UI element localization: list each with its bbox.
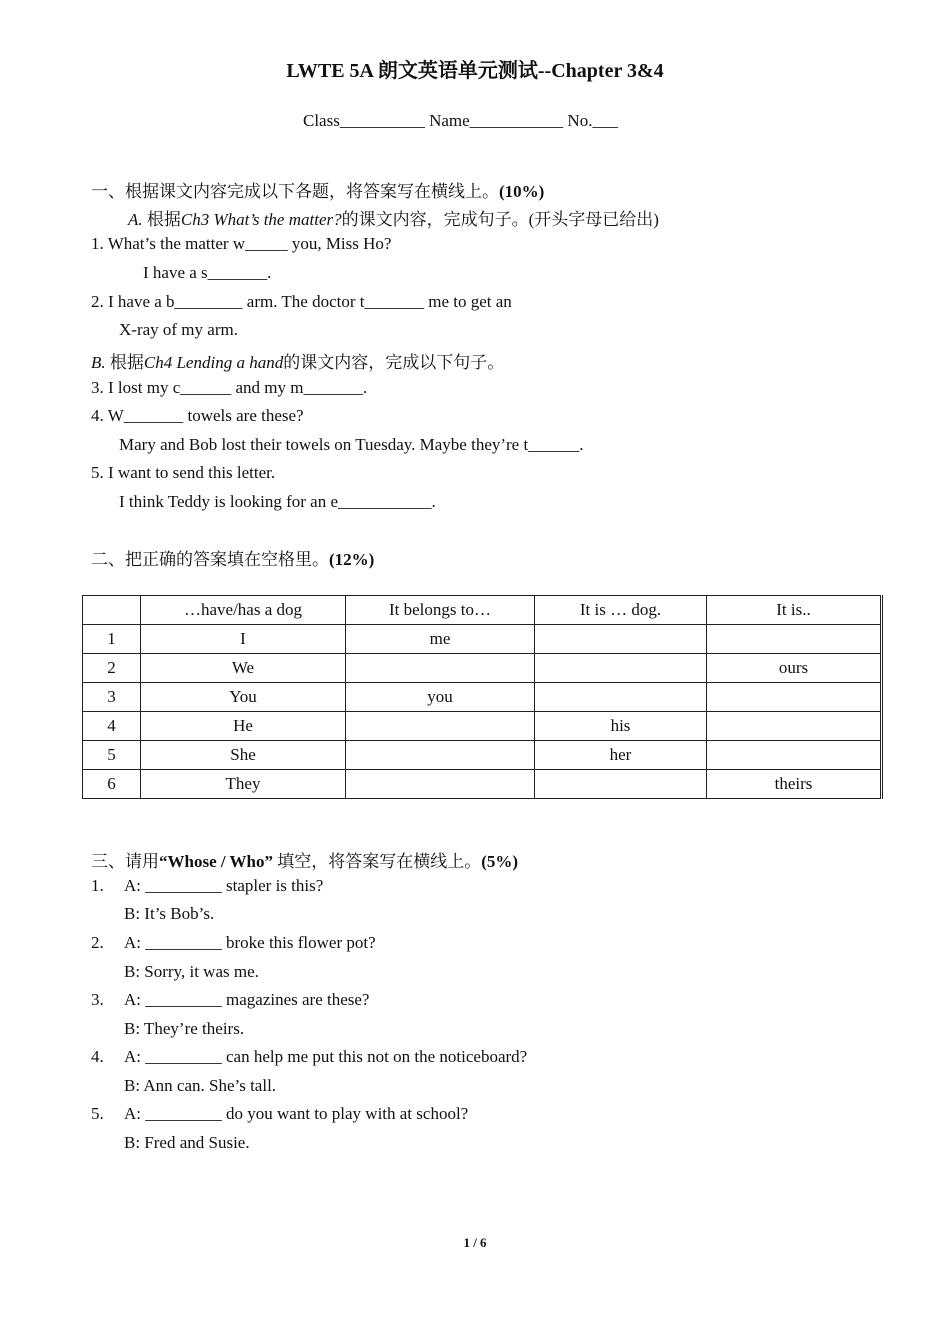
section1-partB-instruction: [91, 348, 504, 373]
column-header: …have/has a dog: [141, 596, 346, 625]
partA-post: 的课文内容，完成句子。(开头字母已给出): [341, 210, 659, 229]
table-cell: [535, 654, 707, 683]
section1-partA-instruction: [128, 205, 659, 230]
question-2b: X-ray of my arm.: [119, 320, 238, 339]
item-question: A: _________ magazines are these?: [124, 990, 370, 1009]
item-answer: B: Ann can. She’s tall.: [124, 1076, 277, 1095]
table-cell: [346, 654, 535, 683]
column-header: It is … dog.: [535, 596, 707, 625]
pronoun-table: [82, 595, 883, 799]
table-cell: [346, 741, 535, 770]
partA-prefix: A.: [128, 210, 143, 229]
table-cell: He: [141, 712, 346, 741]
item-question: A: _________ do you want to play with at school?: [124, 1104, 469, 1123]
table-cell: 1: [83, 625, 141, 654]
item-answer: B: It’s Bob’s.: [124, 904, 215, 923]
section2-heading: [91, 545, 374, 570]
table-cell: [707, 712, 882, 741]
section3-heading-post: 填空，将答案写在横线上。: [273, 852, 482, 871]
table-header-row: [83, 596, 882, 625]
column-header: [83, 596, 141, 625]
section2-score: (12%): [329, 550, 375, 569]
item-number: 2.: [91, 933, 104, 952]
table-cell: you: [346, 683, 535, 712]
item-question: A: _________ stapler is this?: [124, 876, 324, 895]
item-answer: B: Sorry, it was me.: [124, 962, 259, 981]
table-row: [83, 712, 882, 741]
table-cell: [707, 625, 882, 654]
table-row: [83, 741, 882, 770]
page-number: 1 / 6: [463, 1235, 487, 1250]
table-cell: me: [346, 625, 535, 654]
partB-pre: 根据: [109, 353, 144, 372]
table-cell: We: [141, 654, 346, 683]
question-5a: 5. I want to send this letter.: [91, 463, 276, 482]
section1-score: (10%): [499, 182, 545, 201]
table-cell: [535, 770, 707, 799]
table-cell: [346, 770, 535, 799]
column-header: It is..: [707, 596, 882, 625]
question-1b: I have a s_______.: [143, 263, 272, 282]
partA-pre: 根据: [146, 210, 181, 229]
section3-heading: [91, 847, 518, 872]
partB-prefix: B.: [91, 353, 106, 372]
table-cell: I: [141, 625, 346, 654]
table-cell: 3: [83, 683, 141, 712]
item-number: 3.: [91, 990, 104, 1009]
table-cell: [346, 712, 535, 741]
table-cell: 2: [83, 654, 141, 683]
item-question: A: _________ can help me put this not on the noticeboard?: [124, 1047, 528, 1066]
page-title: LWTE 5A 朗文英语单元测试--Chapter 3&4: [286, 60, 664, 82]
item-answer: B: They’re theirs.: [124, 1019, 245, 1038]
table-cell: her: [535, 741, 707, 770]
item-answer: B: Fred and Susie.: [124, 1133, 250, 1152]
section3-score: (5%): [481, 852, 519, 871]
question-2a: 2. I have a b________ arm. The doctor t_______ me to get an: [91, 292, 512, 311]
section1-heading: [91, 177, 544, 202]
table-cell: [707, 683, 882, 712]
table-cell: 4: [83, 712, 141, 741]
question-5b: I think Teddy is looking for an e___________.: [119, 492, 436, 511]
table-row: [83, 683, 882, 712]
table-cell: [535, 683, 707, 712]
item-number: 4.: [91, 1047, 104, 1066]
item-question: A: _________ broke this flower pot?: [124, 933, 376, 952]
table-cell: ours: [707, 654, 882, 683]
question-1a: 1. What’s the matter w_____ you, Miss Ho?: [91, 234, 392, 253]
table-cell: You: [141, 683, 346, 712]
section3-heading-bold: “Whose / Who”: [159, 852, 273, 871]
section2-heading-text: 二、把正确的答案填在空格里。: [91, 550, 329, 569]
section1-heading-text: 一、根据课文内容完成以下各题，将答案写在横线上。: [91, 182, 499, 201]
table-cell: 6: [83, 770, 141, 799]
partB-post: 的课文内容，完成以下句子。: [283, 353, 505, 372]
table-cell: his: [535, 712, 707, 741]
table-row: [83, 625, 882, 654]
question-4a: 4. W_______ towels are these?: [91, 406, 304, 425]
table-cell: [535, 625, 707, 654]
table-row: [83, 654, 882, 683]
table-cell: She: [141, 741, 346, 770]
item-number: 5.: [91, 1104, 104, 1123]
table-cell: 5: [83, 741, 141, 770]
item-number: 1.: [91, 876, 104, 895]
section3-heading-pre: 三、请用: [91, 852, 159, 871]
table-row: [83, 770, 882, 799]
question-3: 3. I lost my c______ and my m_______.: [91, 378, 368, 397]
table-cell: [707, 741, 882, 770]
table-cell: theirs: [707, 770, 882, 799]
partA-title: Ch3 What’s the matter?: [180, 210, 342, 229]
partB-title: Ch4 Lending a hand: [143, 353, 284, 372]
column-header: It belongs to…: [346, 596, 535, 625]
question-4b: Mary and Bob lost their towels on Tuesday. Maybe they’re t______.: [119, 435, 584, 454]
table-cell: They: [141, 770, 346, 799]
class-name-number-line: Class__________ Name___________ No.___: [303, 111, 618, 130]
